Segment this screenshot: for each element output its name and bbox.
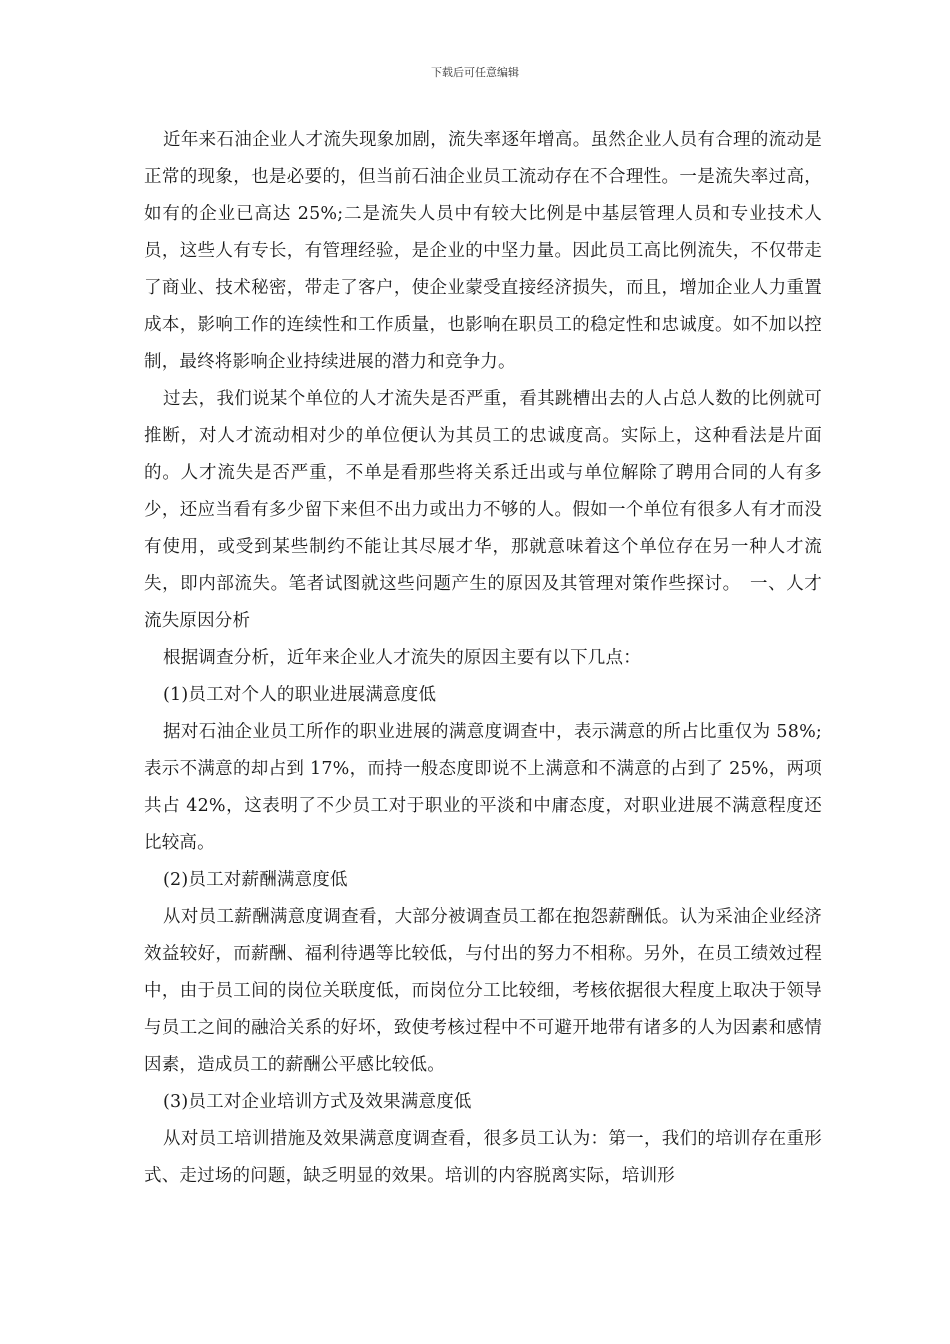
paragraph-talent-loss-intro: 近年来石油企业人才流失现象加剧，流失率逐年增高。虽然企业人员有合理的流动是正常的现象，也是必要的，但当前石油企业员工流动存在不合理性。一是流失率过高，如有的企业已高达 25%;二是流失人员中有较大比例是中基层管理人员和专业技术人员，这些人有专长，有管理经验，是企业的中坚力量。因此员工高比例流失，不仅带走了商业、技术秘密，带走了客户，使企业蒙受直接经济损失，而且，增加企业人力重置成本，影响工作的连续性和工作质量，也影响在职员工的稳定性和忠诚度。如不加以控制，最终将影响企业持续进展的潜力和竞争力。: [144, 130, 822, 372]
paragraph-salary-satisfaction: 从对员工薪酬满意度调查看，大部分被调查员工都在抱怨薪酬低。认为采油企业经济效益较好，而薪酬、福利待遇等比较低，与付出的努力不相称。另外，在员工绩效过程中，由于员工间的岗位关联度低，而岗位分工比较细，考核依据很大程度上取决于领导与员工之间的融洽关系的好坏，致使考核过程中不可避开地带有诸多的人为因素和感情因素，造成员工的薪酬公平感比较低。: [144, 907, 822, 1075]
paragraph-career-satisfaction: 据对石油企业员工所作的职业进展的满意度调查中，表示满意的所占比重仅为 58%;表示不满意的却占到 17%，而持一般态度即说不上满意和不满意的占到了 25%，两项共占 42%，这表明了不少员工对于职业的平淡和中庸态度，对职业进展不满意程度还比较高。: [144, 722, 822, 853]
section-heading-salary: (2)员工对薪酬满意度低: [163, 870, 348, 890]
page-header: 下载后可任意编辑: [431, 66, 519, 79]
paragraph-survey-intro: 根据调查分析，近年来企业人才流失的原因主要有以下几点：: [163, 648, 641, 668]
document-body: [144, 122, 822, 1195]
paragraph-internal-loss: 过去，我们说某个单位的人才流失是否严重，看其跳槽出去的人占总人数的比例就可推断，对人才流动相对少的单位便认为其员工的忠诚度高。实际上，这种看法是片面的。人才流失是否严重，不单是看那些将关系迁出或与单位解除了聘用合同的人有多少，还应当看有多少留下来但不出力或出力不够的人。假如一个单位有很多人有才而没有使用，或受到某些制约不能让其尽展才华，那就意味着这个单位存在另一种人才流失，即内部流失。笔者试图就这些问题产生的原因及其管理对策作些探讨。 一、人才流失原因分析: [144, 389, 822, 631]
section-heading-career: (1)员工对个人的职业进展满意度低: [163, 685, 437, 705]
section-heading-training: (3)员工对企业培训方式及效果满意度低: [163, 1092, 472, 1112]
paragraph-training-satisfaction: 从对员工培训措施及效果满意度调查看，很多员工认为：第一，我们的培训存在重形式、走过场的问题，缺乏明显的效果。培训的内容脱离实际，培训形: [144, 1129, 822, 1186]
